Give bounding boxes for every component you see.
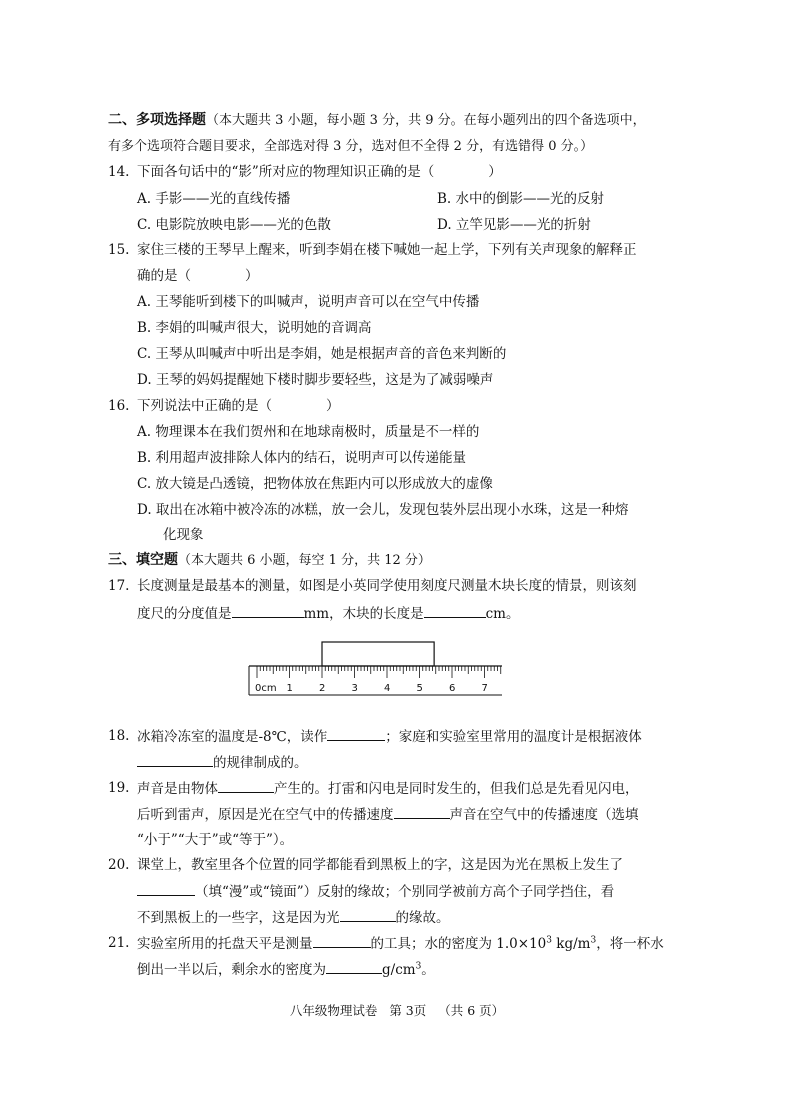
ruler-tick-label: 2 [319,683,326,694]
question-line1: 课堂上，教室里各个位置的同学都能看到黑板上的字，这是因为光在黑板上发生了 [137,857,623,873]
page-footer [0,1001,794,1019]
answer-blank[interactable] [340,907,396,922]
question-stem: 下列说法中正确的是（ ） [137,398,340,414]
option-c: C. 放大镜是凸透镜，把物体放在焦距内可以形成放大的虚像 [137,476,493,492]
question-stem-line1: 家住三楼的王琴早上醒来，听到李娟在楼下喊她一起上学，下列有关声现象的解释正 [137,242,637,258]
section-3-title: 三、填空题 [108,552,178,568]
option-b: B. 李娟的叫喊声很大，说明她的音调高 [137,320,372,336]
superscript: 3 [546,935,552,946]
text-segment: 声音在空气中的传播速度（选填 [449,807,639,823]
text-segment: （填“漫”或“镜面”）反射的缘故；个别同学被前方高个子同学挡住，看 [195,884,615,900]
answer-blank[interactable] [424,603,486,618]
text-segment: ，将一杯水 [596,936,664,952]
option-c: C. 电影院放映电影——光的色散 [137,217,331,233]
question-stem: 下面各句话中的“影”所对应的物理知识正确的是（ ） [137,164,502,180]
answer-blank[interactable] [394,804,450,819]
footer-title: 八年级物理试卷 [289,1003,378,1018]
text-segment: 。 [421,962,435,978]
question-number: 19. [108,780,130,796]
answer-blank[interactable] [327,726,385,741]
question-number: 15. [108,242,130,258]
question-number: 14. [108,164,130,180]
answer-blank[interactable] [137,752,213,767]
question-stem-line2: 确的是（ ） [137,268,259,284]
text-segment: 度尺的分度值是 [137,606,232,622]
option-c: C. 王琴从叫喊声中听出是李娟，她是根据声音的音色来判断的 [137,346,507,362]
text-segment: “小于”“大于”或“等于”）。 [137,832,294,848]
question-line1: 长度测量是最基本的测量，如图是小英同学使用刻度尺测量木块长度的情景，则该刻 [137,578,637,594]
answer-blank[interactable] [326,959,382,974]
ruler-tick-label: 1 [286,683,293,694]
wood-block [322,642,434,666]
text-segment: 冰箱冷冻室的温度是-8℃，读作 [137,729,328,745]
answer-blank[interactable] [313,933,371,948]
text-segment: 不到黑板上的一些字，这是因为光 [137,910,340,926]
superscript: 3 [590,935,597,946]
option-a: A. 手影——光的直线传播 [137,191,291,207]
option-d: D. 立竿见影——光的折射 [437,217,591,233]
option-b: B. 利用超声波排除人体内的结石，说明声可以传递能量 [137,450,467,466]
answer-blank[interactable] [232,603,304,618]
ruler-tick-label: 7 [481,683,488,694]
section-3-note: （本大题共 6 小题，每空 1 分，共 12 分） [178,553,431,568]
answer-blank[interactable] [218,778,274,793]
option-d: D. 王琴的妈妈提醒她下楼时脚步要轻些，这是为了减弱噪声 [137,372,494,388]
ruler-tick-label: 3 [351,683,358,694]
option-b: B. 水中的倒影——光的反射 [437,191,605,207]
text-segment: 的工具；水的密度为 1.0×10 [370,936,547,952]
text-segment: ；家庭和实验室里常用的温度计是根据液体 [385,729,642,745]
section-2-note-line1: （本大题共 3 小题，每小题 3 分，共 9 分。在每小题列出的四个备选项中， [206,113,646,128]
option-a: A. 物理课本在我们贺州和在地球南极时，质量是不一样的 [137,424,480,440]
text-segment: 产生的。打雷和闪电是同时发生的，但我们总是先看见闪电， [274,781,639,797]
text-segment: 的规律制成的。 [213,755,308,771]
question-number: 16. [108,398,130,414]
question-number: 18. [108,728,130,744]
option-a: A. 王琴能听到楼下的叫喊声，说明声音可以在空气中传播 [137,294,480,310]
text-segment: cm。 [485,606,520,622]
section-3-header [108,550,431,571]
question-number: 17. [108,578,130,594]
question-number: 21. [108,935,130,951]
footer-page: 第 3页 [389,1003,427,1018]
text-segment: 倒出一半以后，剩余水的密度为 [137,962,326,978]
section-2-note-line2: 有多个选项符合题目要求，全部选对得 3 分，选对但不全得 2 分，有选错得 0 分。） [108,139,594,154]
question-number: 20. [108,857,130,873]
option-d-continuation: 化现象 [163,527,204,543]
ruler-tick-label: 5 [416,683,423,694]
ruler-unit-label: 0cm [255,683,277,694]
answer-blank[interactable] [137,881,195,896]
superscript: 3 [415,961,422,972]
section-2-header [108,110,646,131]
text-segment: 实验室所用的托盘天平是测量 [137,936,313,952]
ruler-tick-label: 6 [449,683,456,694]
text-segment: 后听到雷声，原因是光在空气中的传播速度 [137,807,394,823]
text-segment: 声音是由物体 [137,781,218,797]
text-segment: mm，木块的长度是 [303,606,424,622]
text-segment: kg/m [552,936,591,952]
ruler-figure [246,638,506,698]
section-2-title: 二、多项选择题 [108,112,206,128]
text-segment: 的缘故。 [395,910,450,926]
text-segment: g/cm [382,962,416,978]
option-d: D. 取出在冰箱中被冷冻的冰糕，放一会儿，发现包装外层出现小水珠，这是一种熔 [137,502,629,518]
ruler-tick-label: 4 [384,683,391,694]
footer-total: （共 6 页） [438,1003,505,1018]
